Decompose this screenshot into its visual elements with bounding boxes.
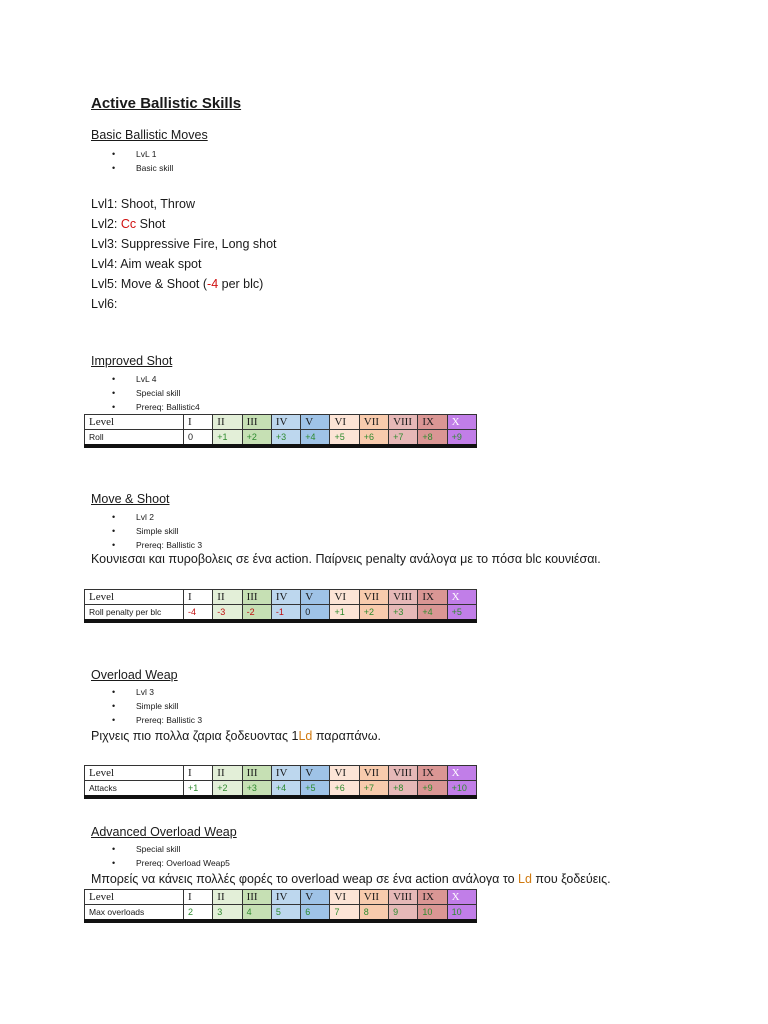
level-header-cell: III [242,766,271,781]
basic-levels [91,194,277,314]
level-header-cell: VII [359,415,388,430]
value-cell: 4 [242,905,271,922]
level-header-cell: VI [330,890,359,905]
level-header-cell: I [184,590,213,605]
table-header-row [85,766,477,781]
bullet-item: • Special skill [136,842,230,856]
level-header-cell: III [242,415,271,430]
value-cell: 9 [389,905,418,922]
level-header-cell: IV [271,890,300,905]
level-header-cell: VIII [389,890,418,905]
overload-description: Ριχνεις πιο πολλα ζαρια ξοδευοντας 1Ld παραπάνω. [91,729,382,743]
value-cell: +7 [389,430,418,447]
advanced-bullets [136,842,230,870]
level-line: Lvl3: Suppressive Fire, Long shot [91,237,277,251]
level-header-cell: VII [359,590,388,605]
bullet-item: • Prereq: Ballistic4 [136,400,200,414]
value-cell: -1 [271,605,300,622]
value-cell: 5 [271,905,300,922]
value-cell: +5 [301,781,330,798]
value-cell: +6 [359,430,388,447]
moveshoot-heading: Move & Shoot [91,492,170,506]
level-label-cell: Level [85,890,184,905]
improved-table [84,414,477,448]
level-header-cell: III [242,890,271,905]
value-cell: 0 [184,430,213,447]
value-cell: 6 [301,905,330,922]
value-cell: +1 [330,605,359,622]
value-cell: 7 [330,905,359,922]
level-header-cell: IX [418,890,447,905]
overload-heading: Overload Weap [91,668,178,682]
value-cell: 3 [213,905,242,922]
value-cell: +2 [242,430,271,447]
value-cell: 10 [418,905,447,922]
bullet-item: • Simple skill [136,524,202,538]
value-cell: +3 [389,605,418,622]
level-line: Lvl5: Move & Shoot (-4 per blc) [91,277,264,291]
level-header-cell: V [301,890,330,905]
value-cell: 10 [447,905,476,922]
level-line: Lvl4: Aim weak spot [91,257,202,271]
level-header-cell: V [301,766,330,781]
overload-table [84,765,477,799]
bullet-item: • Special skill [136,386,200,400]
table-row [85,781,477,798]
level-label-cell: Level [85,766,184,781]
level-header-cell: VII [359,766,388,781]
level-line: Lvl2: Cc Shot [91,217,166,231]
value-cell: +4 [301,430,330,447]
value-cell: -2 [242,605,271,622]
row-label-cell: Max overloads [85,905,184,922]
level-header-cell: IV [271,766,300,781]
value-cell: +8 [389,781,418,798]
value-cell: +1 [184,781,213,798]
level-header-cell: IV [271,415,300,430]
bullet-item: • Simple skill [136,699,202,713]
level-header-cell: VI [330,766,359,781]
level-header-cell: II [213,890,242,905]
row-label-cell: Roll penalty per blc [85,605,184,622]
value-cell: +3 [242,781,271,798]
level-header-cell: IX [418,415,447,430]
moveshoot-description: Κουνιεσαι και πυροβολεις σε ένα action. Παίρνεις penalty ανάλογα με το πόσα blc κουνιέσαι. [91,552,601,566]
level-label-cell: Level [85,590,184,605]
value-cell: +9 [418,781,447,798]
value-cell: +6 [330,781,359,798]
level-header-cell: VIII [389,590,418,605]
value-cell: +3 [271,430,300,447]
row-label-cell: Roll [85,430,184,447]
bullet-item: • Basic skill [136,161,173,175]
advanced-heading: Advanced Overload Weap [91,825,237,839]
table-header-row [85,590,477,605]
bullet-item: • Lvl 2 [136,510,202,524]
value-cell: +1 [213,430,242,447]
value-cell: +8 [418,430,447,447]
value-cell: 8 [359,905,388,922]
table-header-row [85,890,477,905]
page-title: Active Ballistic Skills [91,95,242,112]
value-cell: +5 [330,430,359,447]
level-header-cell: X [447,590,476,605]
improved-heading: Improved Shot [91,354,173,368]
table-row [85,430,477,447]
level-header-cell: V [301,415,330,430]
value-cell: +5 [447,605,476,622]
basic-bullets [136,147,173,175]
improved-bullets [136,372,200,414]
level-header-cell: II [213,590,242,605]
value-cell: +2 [359,605,388,622]
bullet-item: • Prereq: Ballistic 3 [136,713,202,727]
level-label-cell: Level [85,415,184,430]
level-header-cell: VI [330,415,359,430]
level-header-cell: X [447,890,476,905]
value-cell: +4 [271,781,300,798]
bullet-item: • Prereq: Overload Weap5 [136,856,230,870]
level-header-cell: X [447,415,476,430]
bullet-item: • LvL 1 [136,147,173,161]
level-line: Lvl1: Shoot, Throw [91,197,196,211]
bullet-item: • Lvl 3 [136,685,202,699]
row-label-cell: Attacks [85,781,184,798]
value-cell: 0 [301,605,330,622]
level-header-cell: VII [359,890,388,905]
level-header-cell: VIII [389,766,418,781]
level-header-cell: I [184,415,213,430]
value-cell: -3 [213,605,242,622]
table-row [85,605,477,622]
value-cell: +7 [359,781,388,798]
value-cell: +2 [213,781,242,798]
level-header-cell: I [184,766,213,781]
value-cell: +10 [447,781,476,798]
moveshoot-bullets [136,510,202,552]
level-header-cell: II [213,415,242,430]
level-header-cell: V [301,590,330,605]
overload-bullets [136,685,202,727]
level-header-cell: X [447,766,476,781]
table-row [85,905,477,922]
advanced-table [84,889,477,923]
advanced-description: Μπορείς να κάνεις πολλές φορές το overload weap σε ένα action ανάλογα το Ld που ξοδεύεις. [91,872,611,886]
level-header-cell: VIII [389,415,418,430]
level-header-cell: IV [271,590,300,605]
basic-heading: Basic Ballistic Moves [91,128,208,142]
level-header-cell: I [184,890,213,905]
level-header-cell: II [213,766,242,781]
value-cell: -4 [184,605,213,622]
table-header-row [85,415,477,430]
level-line: Lvl6: [91,297,118,311]
moveshoot-table [84,589,477,623]
value-cell: +4 [418,605,447,622]
level-header-cell: IX [418,766,447,781]
level-header-cell: III [242,590,271,605]
value-cell: 2 [184,905,213,922]
level-header-cell: VI [330,590,359,605]
value-cell: +9 [447,430,476,447]
bullet-item: • LvL 4 [136,372,200,386]
bullet-item: • Prereq: Ballistic 3 [136,538,202,552]
level-header-cell: IX [418,590,447,605]
